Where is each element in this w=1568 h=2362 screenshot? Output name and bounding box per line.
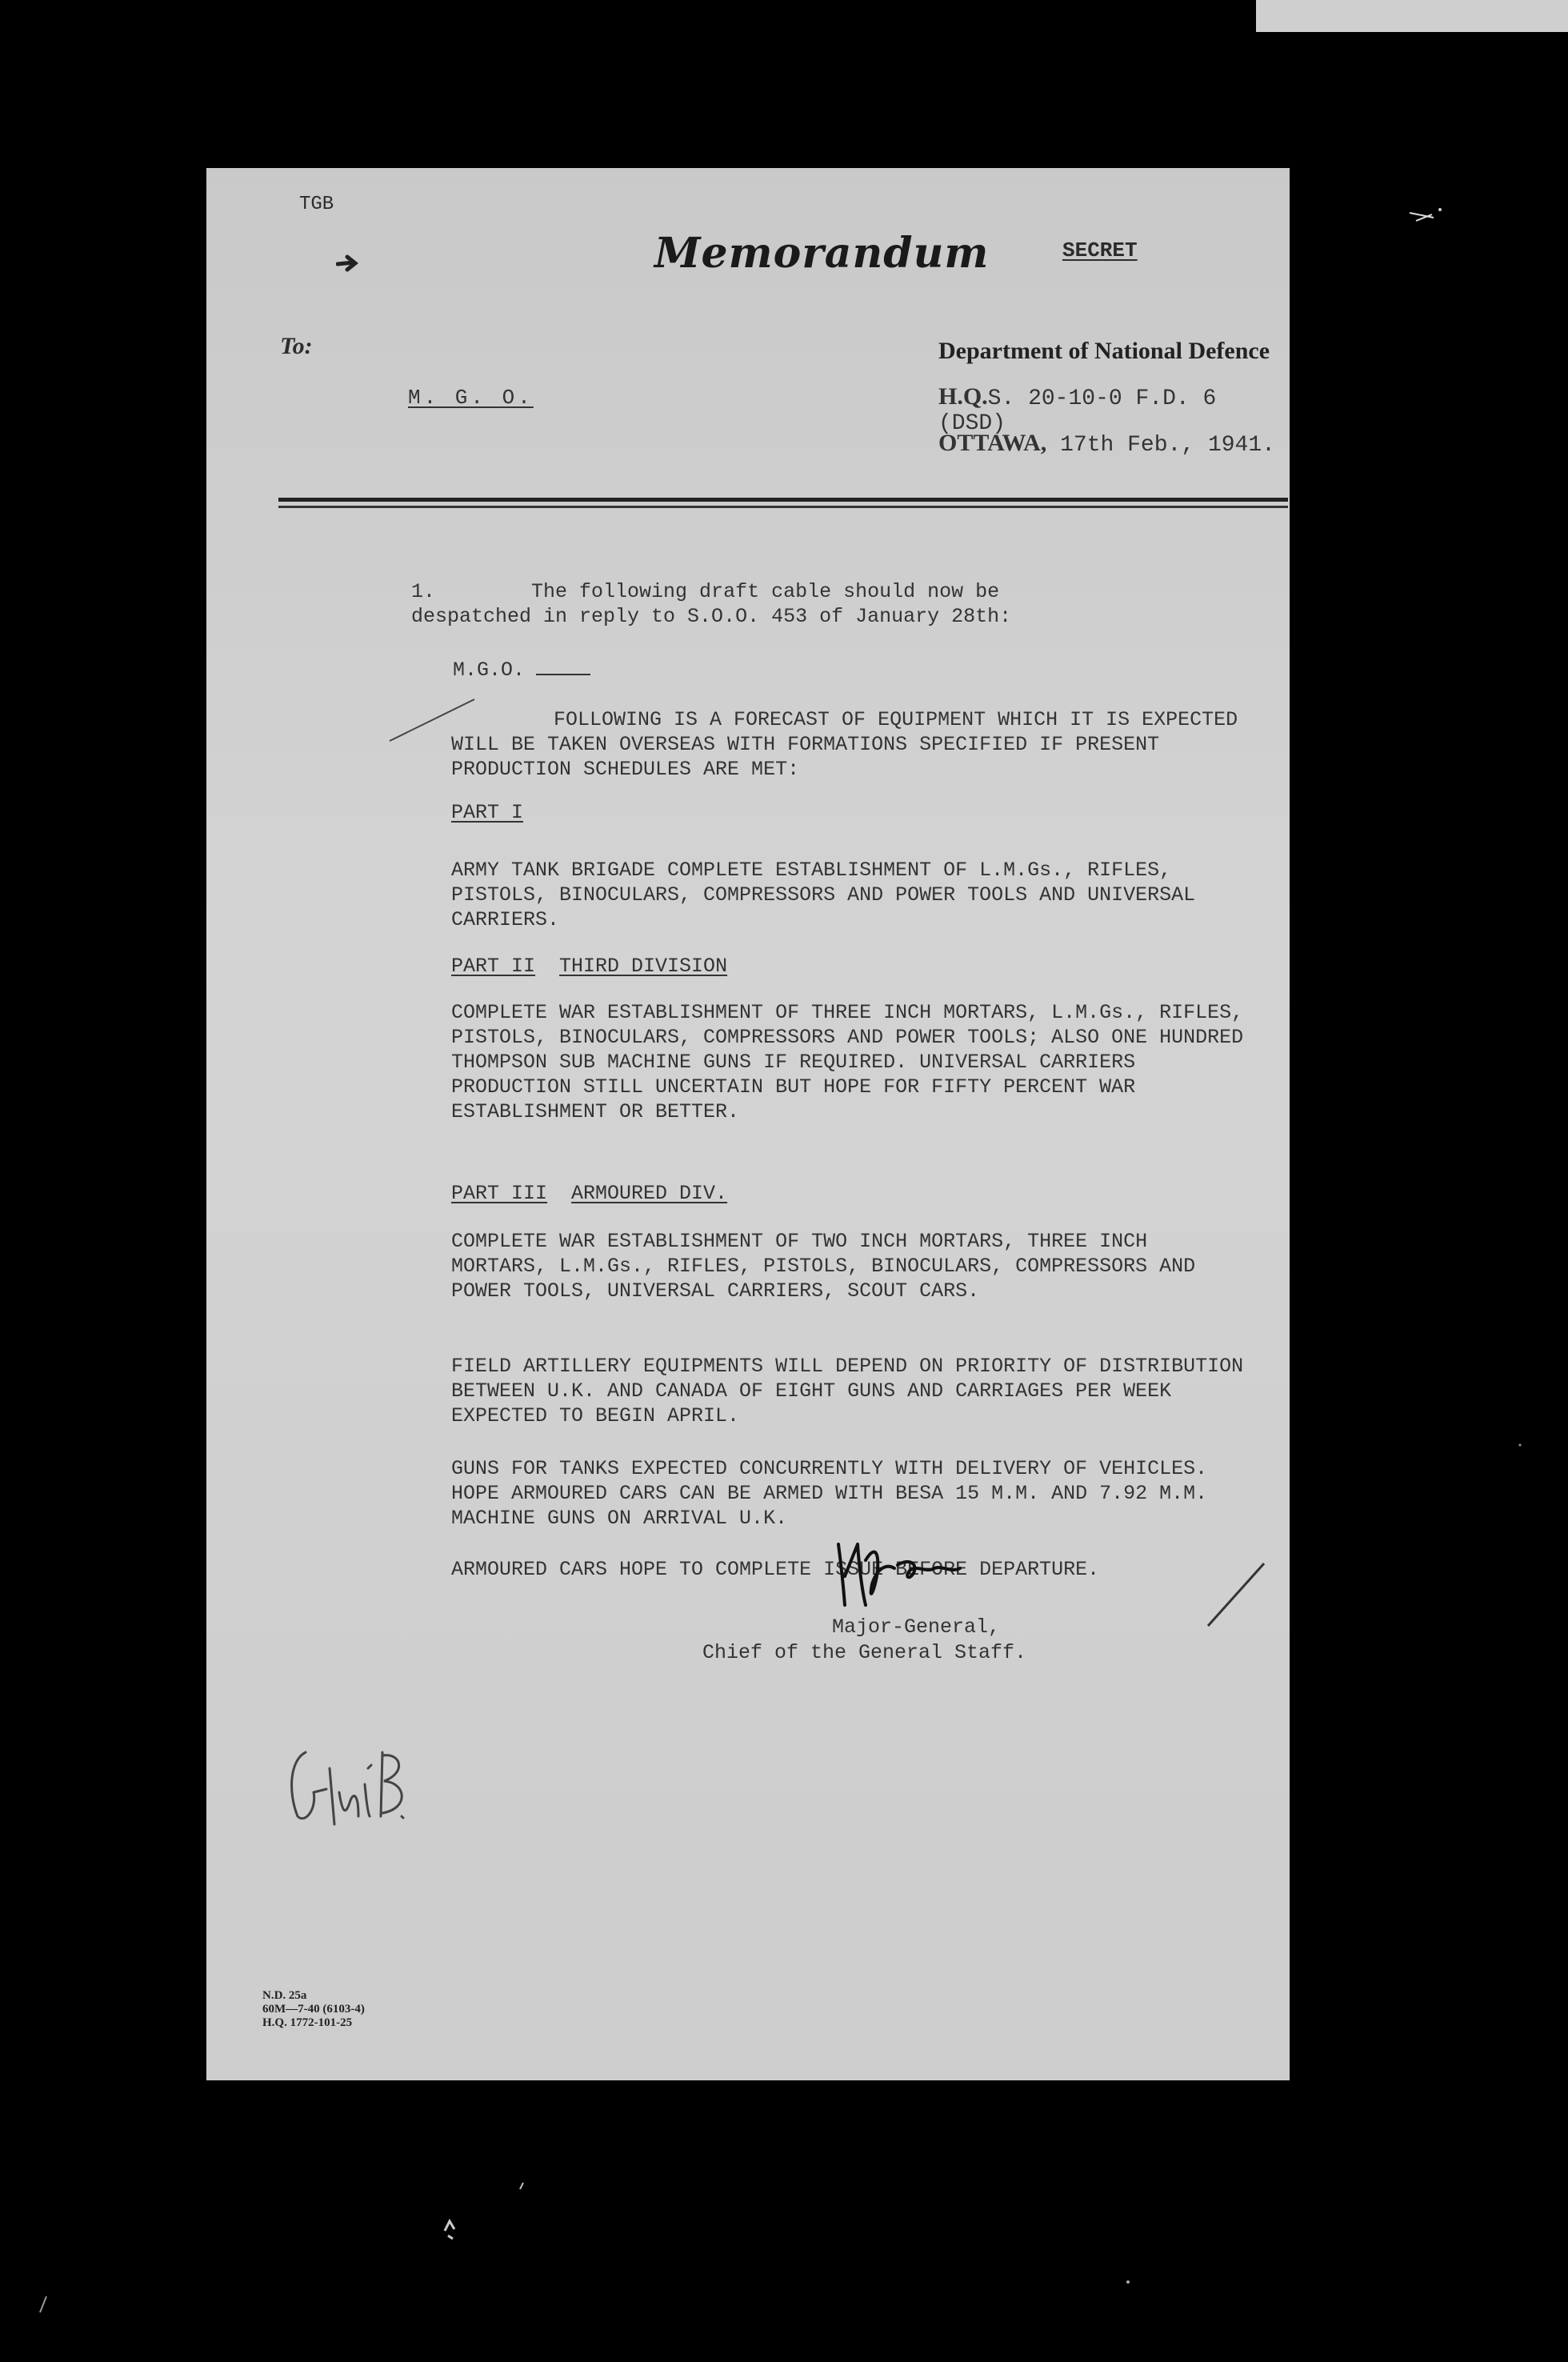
part-1-heading: PART I — [451, 801, 524, 824]
department-name: Department of National Defence — [938, 338, 1270, 364]
forecast-paragraph: FOLLOWING IS A FORECAST OF EQUIPMENT WHICH IT IS EXPECTED WILL BE TAKEN OVERSEAS WITH FORMATIONS SPECIFIED IF PRESENT PRODUCTION SCHEDULES ARE MET: — [451, 708, 1238, 781]
place: OTTAWA, — [938, 430, 1047, 456]
part-2-subheading: THIRD DIVISION — [559, 955, 728, 978]
paragraph-1-line-1: 1. The following draft cable should now be — [411, 580, 1000, 603]
signatory-title: Chief of the General Staff. — [702, 1641, 1027, 1664]
paragraph-1-line-2: despatched in reply to S.O.O. 453 of January 28th: — [411, 605, 1012, 628]
part-1-text: ARMY TANK BRIGADE COMPLETE ESTABLISHMENT OF L.M.Gs., RIFLES, PISTOLS, BINOCULARS, COMPRESSORS AND POWER TOOLS AND UNIVERSAL CARRIERS. — [451, 859, 1196, 931]
part-3-text: COMPLETE WAR ESTABLISHMENT OF TWO INCH MORTARS, THREE INCH MORTARS, L.M.Gs., RIFLES, PISTOLS, BINOCULARS, COMPRESSORS AND POWER TOOLS, UNIVERSAL CARRIERS, SCOUT CARS. — [451, 1230, 1196, 1303]
form-number-line-2: 60M—7-40 (6103-4) — [262, 2003, 365, 2016]
to-label: To: — [280, 333, 313, 359]
signatory-rank: Major-General, — [832, 1615, 1001, 1639]
field-artillery-paragraph: FIELD ARTILLERY EQUIPMENTS WILL DEPEND ON PRIORITY OF DISTRIBUTION BETWEEN U.K. AND CANADA OF EIGHT GUNS AND CARRIAGES PER WEEK EXPECTED TO BEGIN APRIL. — [451, 1355, 1244, 1427]
armoured-cars-paragraph: ARMOURED CARS HOPE TO COMPLETE ISSUE BEFORE DEPARTURE. — [451, 1558, 1100, 1581]
guns-for-tanks-paragraph: GUNS FOR TANKS EXPECTED CONCURRENTLY WITH DELIVERY OF VEHICLES. HOPE ARMOURED CARS CAN BE ARMED WITH BESA 15 M.M. AND 7.92 M.M. MACHINE GUNS ON ARRIVAL U.K. — [451, 1457, 1208, 1530]
classification-label: SECRET — [1062, 238, 1138, 262]
part-3-subheading: ARMOURED DIV. — [571, 1182, 728, 1205]
page-title: Memorandum — [654, 229, 990, 278]
cable-addressee-text: M.G.O. — [453, 659, 526, 682]
part-3-heading: PART III — [451, 1182, 548, 1205]
initials-code: TGB — [299, 194, 334, 215]
part-2-heading: PART II — [451, 955, 536, 978]
file-reference-prefix: H.Q. — [938, 383, 988, 410]
form-number-line-3: H.Q. 1772-101-25 — [262, 2016, 353, 2029]
file-reference-number: S. 20-10-0 F.D. 6 (DSD) — [938, 386, 1217, 436]
date: 17th Feb., 1941. — [1046, 433, 1275, 458]
recipient: M. G. O. — [408, 386, 534, 410]
part-2-text: COMPLETE WAR ESTABLISHMENT OF THREE INCH MORTARS, L.M.Gs., RIFLES, PISTOLS, BINOCULARS, COMPRESSORS AND POWER TOOLS; ALSO ONE HUNDRED THOMPSON SUB MACHINE GUNS IF REQUIRED. UNIVERSAL CARRIERS PRODUCTION STILL UNCERTAIN BUT HOPE FOR FIFTY PERCENT WAR ESTABLISHMENT OR BETTER. — [451, 1001, 1244, 1123]
form-number-line-1: N.D. 25a — [262, 1989, 307, 2002]
